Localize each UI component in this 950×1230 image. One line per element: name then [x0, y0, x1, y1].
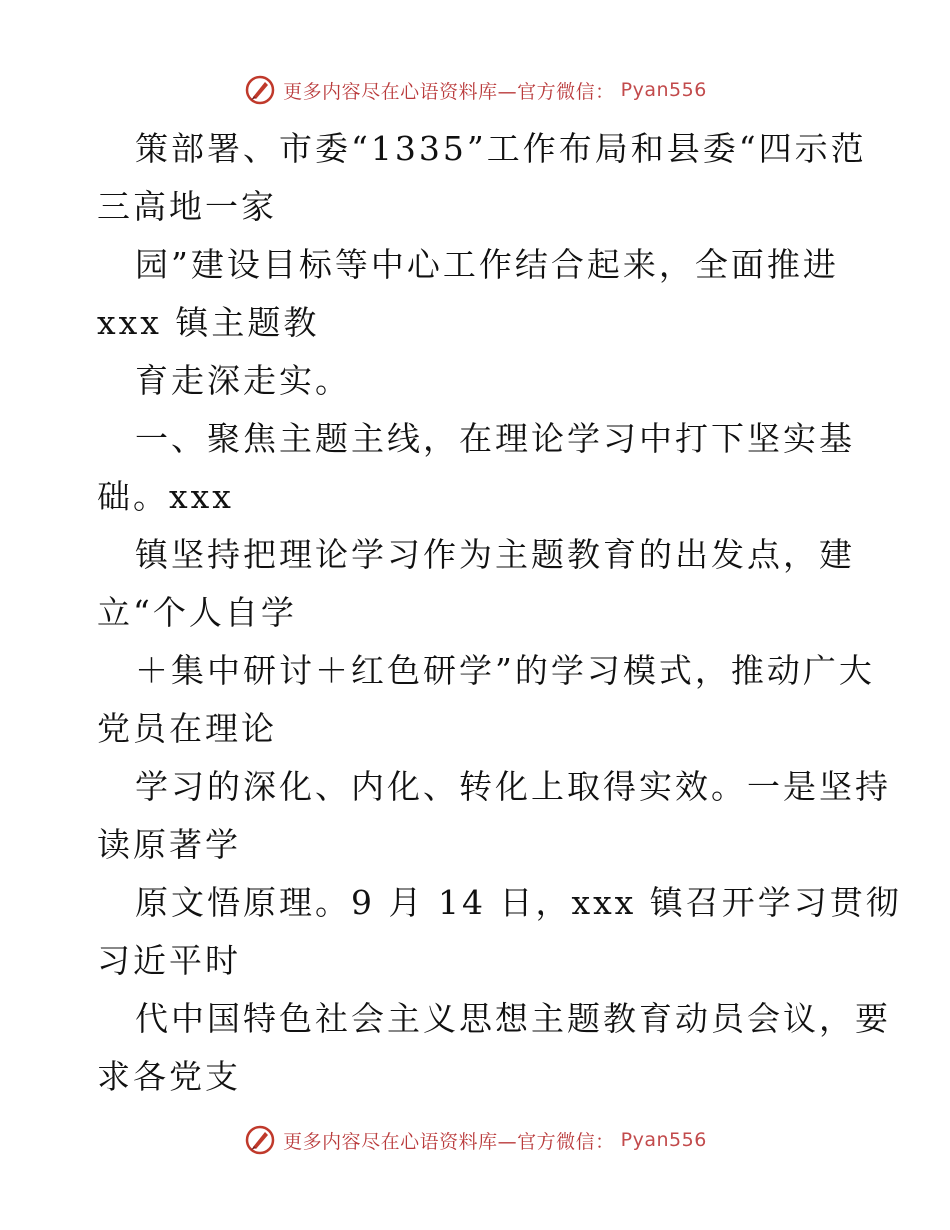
- text-line: 园”建设目标等中心工作结合起来，全面推进: [135, 245, 839, 284]
- text-line: 求各党支: [97, 1057, 241, 1096]
- watermark-text: 更多内容尽在心语资料库—官方微信：: [283, 80, 615, 103]
- text-line: 学习的深化、内化、转化上取得实效。一是坚持: [135, 767, 891, 806]
- text-line: 镇坚持把理论学习作为主题教育的出发点，建: [135, 535, 855, 574]
- text-line: 习近平时: [97, 941, 241, 980]
- quill-pen-logo-icon: [243, 1123, 277, 1157]
- header-watermark: [0, 70, 950, 110]
- watermark-wechat-id: Pyan556: [620, 1129, 707, 1151]
- text-line: 一、聚焦主题主线，在理论学习中打下坚实基: [135, 419, 855, 458]
- footer-watermark: [0, 1120, 950, 1160]
- text-line: 础。xxx: [97, 477, 234, 516]
- text-line: 代中国特色社会主义思想主题教育动员会议，要: [135, 999, 891, 1038]
- text-line: 育走深走实。: [135, 361, 351, 400]
- watermark-text: 更多内容尽在心语资料库—官方微信：: [283, 1130, 615, 1153]
- text-line: 读原著学: [97, 825, 241, 864]
- text-line: xxx 镇主题教: [97, 303, 320, 342]
- watermark-wechat-id: Pyan556: [620, 79, 707, 101]
- text-line: 立“个人自学: [97, 593, 297, 632]
- text-line: 策部署、市委“1335”工作布局和县委“四示范: [135, 129, 867, 168]
- text-line: 党员在理论: [97, 709, 277, 748]
- quill-pen-logo-icon: [243, 73, 277, 107]
- text-line: 原文悟原理。9 月 14 日，xxx 镇召开学习贯彻: [135, 883, 902, 922]
- text-line: 三高地一家: [97, 187, 277, 226]
- text-line: ＋集中研讨＋红色研学”的学习模式，推动广大: [135, 651, 875, 690]
